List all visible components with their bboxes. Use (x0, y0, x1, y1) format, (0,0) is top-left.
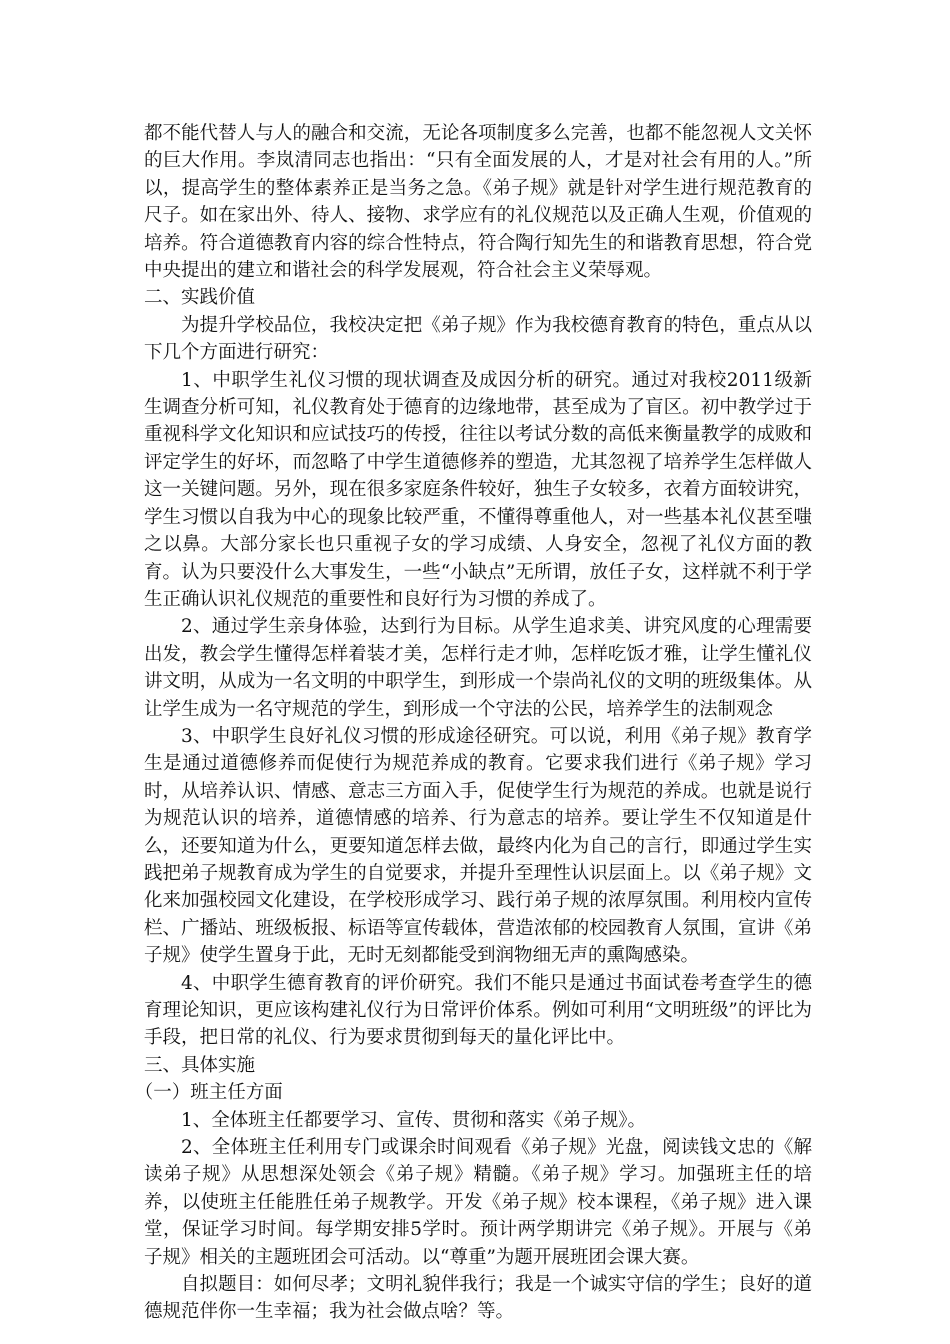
paragraph-point-2: 2、通过学生亲身体验，达到行为目标。从学生追求美、讲究风度的心理需要出发，教会学生懂得怎样着装才美，怎样行走才帅，怎样吃饭才雅，让学生懂礼仪讲文明，从成为一名文明的中职学生，到形成一个崇尚礼仪的文明的班级集体。从让学生成为一名守规范的学生，到形成一个守法的公民，培养学生的法制观念 (144, 616, 812, 720)
paragraph-intro-continuation: 都不能代替人与人的融合和交流，无论各项制度多么完善，也都不能忽视人文关怀的巨大作用。李岚清同志也指出：“只有全面发展的人，才是对社会有用的人。”所以，提高学生的整体素养正是当务之急。《弟子规》就是针对学生进行规范教育的尺子。如在家出外、待人、接物、求学应有的礼仪规范以及正确人生观，价值观的培养。符合道德教育内容的综合性特点，符合陶行知先生的和谐教育思想，符合党中央提出的建立和谐社会的科学发展观，符合社会主义荣辱观。 (144, 123, 812, 282)
subsection-heading-head-teacher: （一）班主任方面 (134, 1082, 283, 1104)
paragraph-point-3: 3、中职学生良好礼仪习惯的形成途径研究。可以说，利用《弟子规》教育学生是通过道德修养而促使行为规范养成的教育。它要求我们进行《弟子规》学习时，从培养认识、情感、意志三方面入手，促使学生行为规范的养成。也就是说行为规范认识的培养，道德情感的培养、行为意志的培养。要让学生不仅知道是什么，还要知道为什么，更要知道怎样去做，最终内化为自己的言行，即通过学生实践把弟子规教育成为学生的自觉要求，并提升至理性认识层面上。以《弟子规》文化来加强校园文化建设，在学校形成学习、践行弟子规的浓厚氛围。利用校内宣传栏、广播站、班级板报、标语等宣传载体，营造浓郁的校园教育人氛围，宣讲《弟子规》使学生置身于此，无时无刻都能受到润物细无声的熏陶感染。 (144, 725, 812, 967)
paragraph-implementation-2: 2、全体班主任利用专门或课余时间观看《弟子规》光盘，阅读钱文忠的《解读弟子规》从思想深处领会《弟子规》精髓。《弟子规》学习。加强班主任的培养，以使班主任能胜任弟子规教学。开发《弟子规》校本课程，《弟子规》进入课堂，保证学习时间。每学期安排5学时。预计两学期讲完《弟子规》。开展与《弟子规》相关的主题班团会可活动。以“尊重”为题开展班团会课大赛。 (144, 1137, 812, 1268)
document-page (134, 120, 812, 1326)
paragraph-self-topics: 自拟题目：如何尽孝；文明礼貌伴我行；我是一个诚实守信的学生；良好的道德规范伴你一生幸福；我为社会做点啥？等。 (144, 1274, 812, 1323)
paragraph-point-1: 1、中职学生礼仪习惯的现状调查及成因分析的研究。通过对我校2011级新生调查分析可知，礼仪教育处于德育的边缘地带，甚至成为了盲区。初中教学过于重视科学文化知识和应试技巧的传授，往往以考试分数的高低来衡量教学的成败和评定学生的好坏，而忽略了中学生道德修养的塑造，尤其忽视了培养学生怎样做人这一关键问题。另外，现在很多家庭条件较好，独生子女较多，衣着方面较讲究，学生习惯以自我为中心的现象比较严重，不懂得尊重他人，对一些基本礼仪甚至嗤之以鼻。大部分家长也只重视子女的学习成绩、人身安全，忽视了礼仪方面的教育。认为只要没什么大事发生，一些“小缺点”无所谓，放任子女，这样就不利于学生正确认识礼仪规范的重要性和良好行为习惯的养成了。 (144, 369, 812, 610)
paragraph-school-decision: 为提升学校品位，我校决定把《弟子规》作为我校德育教育的特色，重点从以下几个方面进行研究： (144, 314, 812, 364)
section-heading-practical-value: 二、实践价值 (144, 287, 256, 309)
section-heading-implementation: 三、具体实施 (144, 1054, 256, 1076)
paragraph-point-4: 4、中职学生德育教育的评价研究。我们不能只是通过书面试卷考查学生的德育理论知识，更应该构建礼仪行为日常评价体系。例如可利用“文明班级”的评比为手段，把日常的礼仪、行为要求贯彻到每天的量化评比中。 (144, 972, 812, 1049)
paragraph-implementation-1: 1、全体班主任都要学习、宣传、贯彻和落实《弟子规》。 (181, 1109, 647, 1131)
